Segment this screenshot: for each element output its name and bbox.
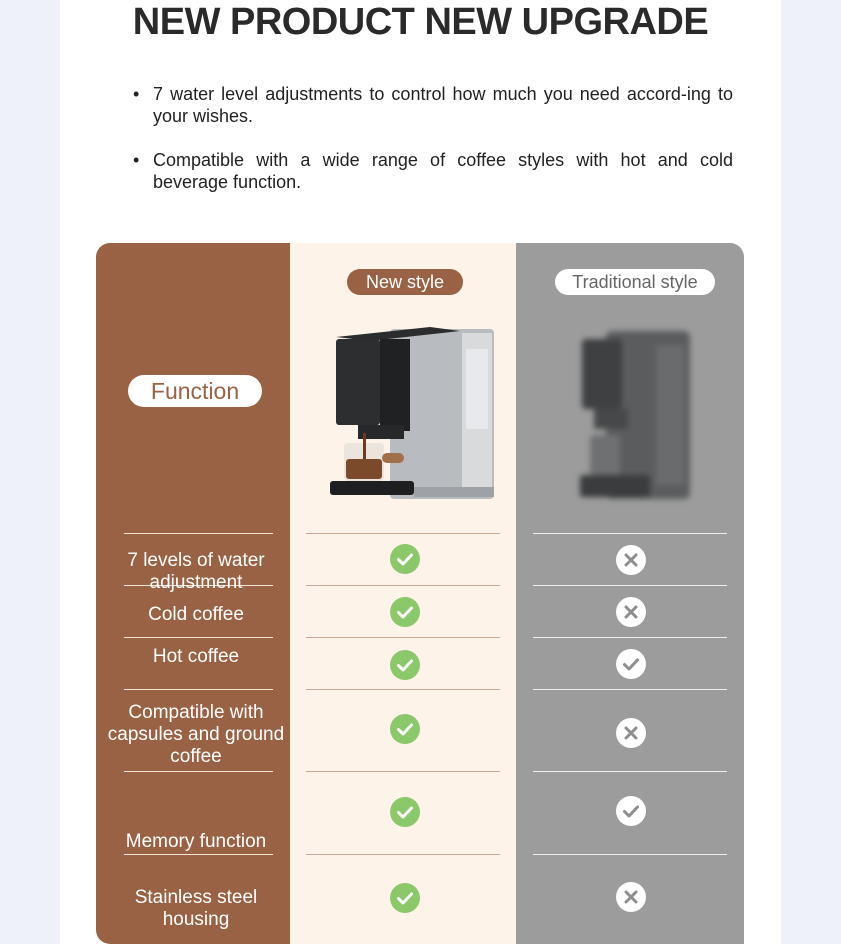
bullet-water-levels: • 7 water level adjustments to control how much you need accord-ing to your wishes. (133, 83, 733, 127)
row-divider (533, 533, 727, 534)
feature-stainless: Stainless steel housing (134, 887, 258, 930)
feature-water-levels: 7 levels of water adjustment (127, 550, 265, 593)
cross-icon (616, 545, 646, 575)
check-icon (390, 714, 420, 744)
check-icon (390, 544, 420, 574)
function-label: Function (128, 375, 262, 407)
feature-compatible: Compatible with capsules and ground coffee (107, 702, 285, 767)
row-divider (533, 771, 727, 772)
check-icon (390, 797, 420, 827)
check-icon (616, 649, 646, 679)
row-divider (306, 771, 500, 772)
traditional-style-column (516, 243, 744, 944)
row-divider (533, 637, 727, 638)
feature-memory: Memory function (125, 831, 267, 852)
new-style-label: New style (347, 269, 463, 295)
row-divider (533, 585, 727, 586)
page-title: NEW PRODUCT NEW UPGRADE (132, 1, 709, 43)
feature-hot-coffee: Hot coffee (152, 646, 240, 667)
comparison-table (96, 243, 744, 944)
row-divider (306, 854, 500, 855)
row-divider (124, 637, 273, 638)
row-divider (533, 854, 727, 855)
new-coffee-machine-image (330, 321, 510, 507)
row-divider (124, 771, 273, 772)
feature-cold-coffee: Cold coffee (148, 604, 244, 625)
row-divider (306, 637, 500, 638)
check-icon (616, 796, 646, 826)
row-divider (306, 533, 500, 534)
row-divider (124, 533, 273, 534)
cross-icon (616, 882, 646, 912)
row-divider (306, 585, 500, 586)
traditional-coffee-machine-image (576, 325, 696, 505)
new-style-column (290, 243, 516, 944)
check-icon (390, 597, 420, 627)
row-divider (533, 689, 727, 690)
cross-icon (616, 718, 646, 748)
check-icon (390, 650, 420, 680)
product-page (60, 0, 781, 944)
function-column (96, 243, 290, 944)
bullet-coffee-styles: • Compatible with a wide range of coffee styles with hot and cold beverage function. (133, 149, 733, 193)
row-divider (124, 854, 273, 855)
check-icon (390, 883, 420, 913)
row-divider (124, 689, 273, 690)
cross-icon (616, 597, 646, 627)
row-divider (306, 689, 500, 690)
traditional-style-label: Traditional style (555, 269, 715, 295)
